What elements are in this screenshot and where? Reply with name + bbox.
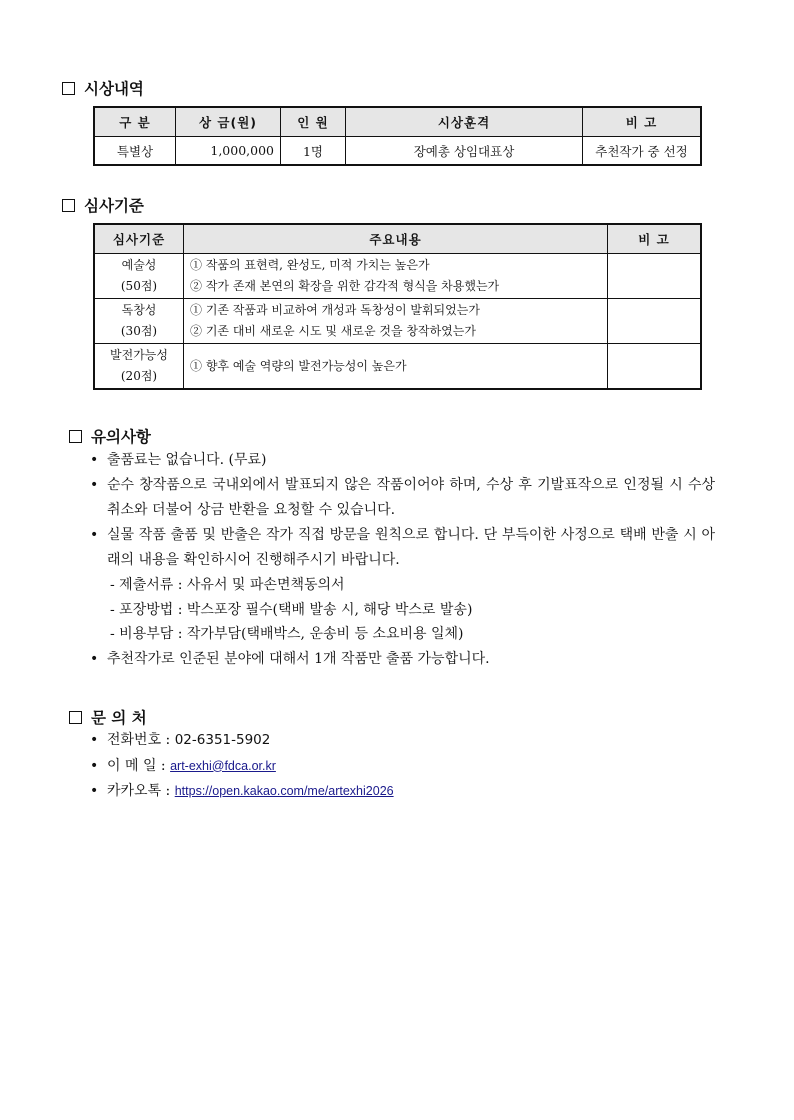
criteria-name: 독창성 [121,303,157,317]
bullet-icon: • [90,477,99,493]
sub-item: - 비용부담 : 작가부담(택배박스, 운송비 등 소요비용 일체) [110,626,464,642]
list-item [90,523,715,573]
sub-item: - 포장방법 : 박스포장 필수(택배 발송 시, 해당 박스로 발송) [110,601,473,618]
table-row [94,344,701,390]
table-cell: 1명 [281,137,346,166]
criteria-line: ① 작품의 표현력, 완성도, 미적 가치는 높은가 [190,258,430,272]
email-label: 이 메 일 : [107,757,166,774]
col-header: 심사기준 [94,224,184,254]
bullet-icon: • [90,783,99,799]
col-header: 인 원 [281,107,346,137]
remarks-cell [608,254,702,299]
kakao-label: 카카오톡 : [107,783,171,799]
col-header: 비 고 [608,224,702,254]
table-cell: 특별상 [94,137,176,166]
table-header-row [94,224,701,254]
criteria-points: (30점) [120,324,158,338]
phone-number: 02-6351-5902 [174,732,271,748]
table-cell: 장예총 상임대표상 [346,137,583,166]
table-row [94,299,701,344]
criteria-name-cell [94,254,184,299]
table-cell: 추천작가 중 선정 [583,137,702,166]
note-text: 순수 창작품으로 국내외에서 발표되지 않은 작품이어야 하며, 수상 후 기발표작으로 인정될 시 수상 취소와 더불어 상금 반환을 요청할 수 있습니다. [107,477,715,518]
list-item [90,728,394,754]
list-item [90,779,394,805]
section-title-text: 심사기준 [84,197,144,215]
contact-list [90,728,394,805]
section-title-notes [69,425,151,447]
awards-table [93,106,702,166]
note-text: 출품료는 없습니다. (무료) [107,452,267,468]
table-row [94,137,701,166]
col-header: 비 고 [583,107,702,137]
criteria-points: (50점) [120,279,158,293]
criteria-line: ② 작가 존재 본연의 확장을 위한 감각적 형식을 차용했는가 [190,279,500,293]
criteria-content-cell [184,344,608,390]
section-title-text: 문 의 처 [91,709,147,727]
note-text: 추천작가로 인준된 분야에 대해서 1개 작품만 출품 가능합니다. [107,650,490,667]
notes-list [90,448,715,672]
section-title-criteria [62,194,144,216]
checkbox-square-icon [69,430,82,443]
criteria-line: ② 기존 대비 새로운 시도 및 새로운 것을 창작하였는가 [190,324,476,338]
checkbox-square-icon [62,82,75,95]
criteria-name-cell [94,344,184,390]
checkbox-square-icon [62,199,75,212]
bullet-icon: • [90,650,99,667]
list-item [90,647,715,672]
list-item [90,448,715,473]
email-link[interactable]: art-exhi@fdca.or.kr [170,758,276,773]
section-title-awards [62,77,144,99]
checkbox-square-icon [69,711,82,724]
bullet-icon: • [90,732,99,748]
table-cell: 1,000,000 [176,137,281,166]
col-header: 주요내용 [184,224,608,254]
remarks-cell [608,344,702,390]
list-item [90,754,394,780]
col-header: 시상훈격 [346,107,583,137]
criteria-line: ① 향후 예술 역량의 발전가능성이 높은가 [190,358,407,373]
criteria-name: 발전가능성 [110,348,168,362]
criteria-content-cell [184,299,608,344]
section-title-text: 유의사항 [91,428,151,446]
criteria-points: (20점) [120,369,158,383]
criteria-name-cell [94,299,184,344]
bullet-icon: • [90,452,99,468]
bullet-icon: • [90,527,99,543]
sub-item: - 제출서류 : 사유서 및 파손면책동의서 [110,577,345,593]
bullet-icon: • [90,757,99,774]
table-header-row [94,107,701,137]
criteria-table [93,223,702,390]
col-header: 상 금(원) [176,107,281,137]
note-text: 실물 작품 출품 및 반출은 작가 직접 방문을 원칙으로 합니다. 단 부득이한 사정으로 택배 반출 시 아래의 내용을 확인하시어 진행해주시기 바랍니다. [107,527,715,568]
list-item [90,473,715,523]
criteria-line: ① 기존 작품과 비교하여 개성과 독창성이 발휘되었는가 [190,303,480,317]
phone-label: 전화번호 : [107,732,171,748]
remarks-cell [608,299,702,344]
section-title-contact [69,706,147,728]
criteria-name: 예술성 [121,258,157,272]
col-header: 구 분 [94,107,176,137]
table-row [94,254,701,299]
criteria-content-cell [184,254,608,299]
kakao-link[interactable]: https://open.kakao.com/me/artexhi2026 [174,784,394,798]
section-title-text: 시상내역 [84,80,144,98]
